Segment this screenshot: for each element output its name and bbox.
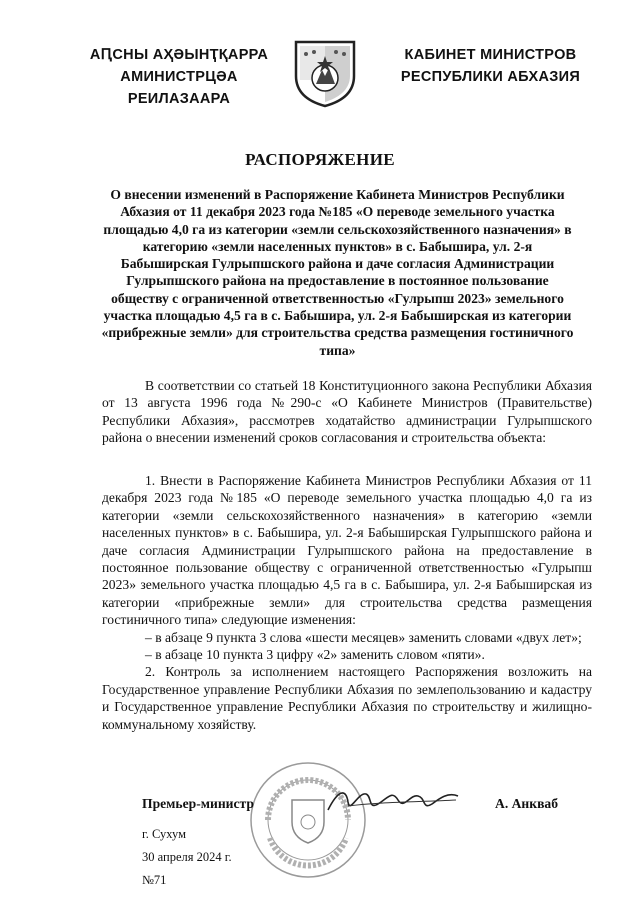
document-title: РАСПОРЯЖЕНИЕ <box>245 150 395 169</box>
city-label: г. Сухум <box>142 827 187 841</box>
item-1-paragraph: 1. Внести в Распоряжение Кабинета Министров Республики Абхазия от 11 декабря 2023 года №185 «О переводе земельного участка площадью 4,0 га из категории «земли сельскохозяйственного назначения» в категорию «земли населенных пунктов» в с. Бабышира, ул. 2-я Бабыширская Гулрыпшского района и даче согласия Администрации Гулрыпшского района на предоставление в постоянное пользование обществу с ограниченной ответственностью «Гулрыпш 2023» земельного участка площадью 4,5 га в с. Бабышира, ул. 2-я Бабыширская из категории «прибрежные земли» для строительства средства размещения гостиничного типа» следующие изменения: <box>102 473 592 628</box>
preamble-paragraph: В соответствии со статьей 18 Конституционного закона Республики Абхазия от 13 августа 1996 года №290-с «О Кабинете Министров (Правительстве) Республики Абхазия», рассмотрев ходатайство администрации Гулрыпшского района о внесении изменений сроков согласования и строительства объекта: <box>102 378 592 446</box>
header-left-line2: АМИНИСТРЦӘА РЕИЛАЗААРА <box>120 69 238 107</box>
handwritten-signature <box>318 780 468 820</box>
item-1-change-b: – в абзаце 10 пункта 3 цифру «2» заменить словом «пяти». <box>145 647 485 663</box>
header-right-line1: КАБИНЕТ МИНИСТРОВ <box>404 47 577 63</box>
state-emblem-icon <box>294 40 356 108</box>
document-number: №71 <box>142 873 167 887</box>
signatory-role: Премьер-министр <box>142 796 254 811</box>
document-subject: О внесении изменений в Распоряжение Кабинета Министров Республики Абхазия от 11 декабря 2023 года №185 «О переводе земельного участка площадью 4,0 га из категории «земли сельскохозяйственного назначения» в категорию «земли населенных пунктов» в с. Бабышира, ул. 2-я Бабыширская Гулрыпшского района и даче согласия Администрации Гулрыпшского района на предоставление в постоянное пользование обществу с ограниченной ответственностью «Гулрыпш 2023» земельного участка площадью 4,5 га в с. Бабышира, ул. 2-я Бабыширская из категории «прибрежные земли» для строительства средства размещения гостиничного типа» <box>101 187 574 358</box>
header-right-line2: РЕСПУБЛИКИ АБХАЗИЯ <box>400 69 581 85</box>
signatory-name: А. Анкваб <box>495 796 559 811</box>
official-seal <box>248 760 368 880</box>
item-2-paragraph: 2. Контроль за исполнением настоящего Распоряжения возложить на Государственное управление Республики Абхазия по землепользованию и кадастру и Государственное управление Республики Абхазия по строительству и жилищно-коммунальному хозяйству. <box>102 664 592 732</box>
header-left-line1: АԤСНЫ АҲӘЫНҬҚАРРА <box>89 47 269 63</box>
preamble-block <box>102 377 592 447</box>
header-left-org <box>84 44 274 110</box>
header-right-org <box>388 44 593 88</box>
items-block <box>102 472 592 733</box>
date-label: 30 апреля 2024 г. <box>142 850 232 864</box>
item-1-change-a: – в абзаце 9 пункта 3 слова «шести месяцев» заменить словами «двух лет»; <box>145 629 582 645</box>
